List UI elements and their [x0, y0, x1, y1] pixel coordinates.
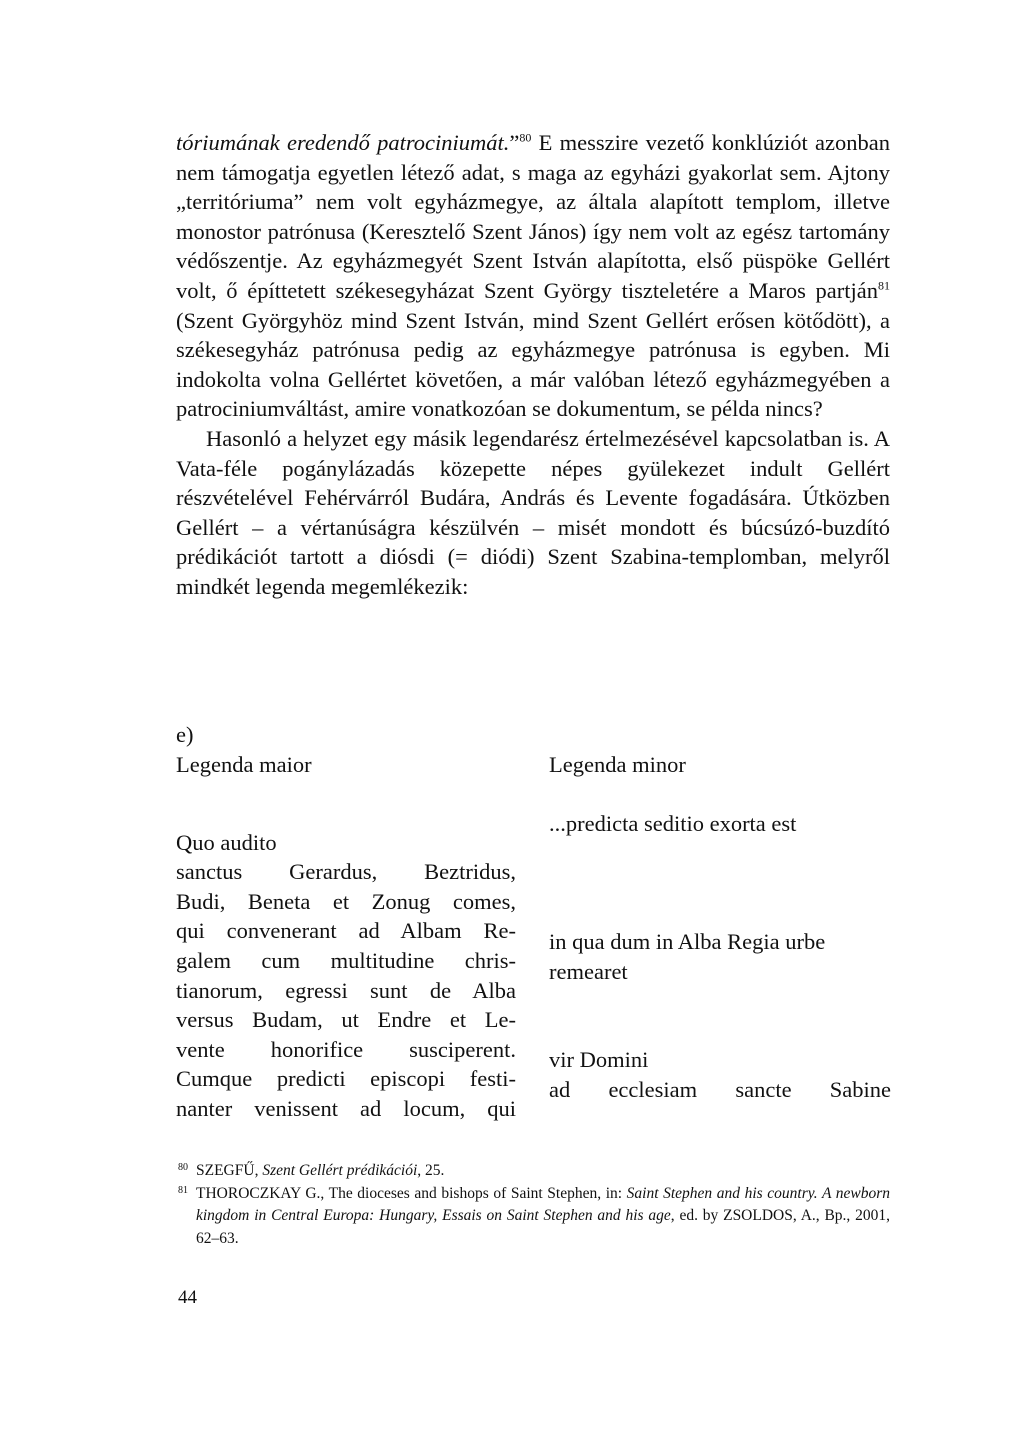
legenda-maior-heading: Legenda maior	[176, 752, 312, 777]
page-number: 44	[178, 1287, 197, 1308]
footnote-ref-80[interactable]: 80	[519, 130, 532, 145]
footnote-title: Szent Gellért prédikációi	[262, 1162, 418, 1179]
minor-block-2	[549, 927, 891, 986]
footnote-80	[176, 1160, 890, 1183]
footnote-ref-81[interactable]: 81	[878, 278, 890, 293]
minor-line: ad ecclesiam sancte Sabine	[549, 1076, 891, 1102]
footnote-rest: , ed. by ZSOLDOS, A., Bp., 2001, 62–63.	[196, 1207, 890, 1247]
maior-line: sanctus Gerardus, Beztridus,	[176, 859, 516, 885]
section-label: e)	[176, 722, 194, 747]
footnotes	[176, 1160, 890, 1250]
footnote-rest: , 25.	[417, 1162, 445, 1179]
maior-line: vente honorifice susciperent.	[176, 1036, 516, 1062]
maior-line: Budi, Beneta et Zonug comes,	[176, 888, 516, 914]
maior-line: Cumque predicti episcopi festi-	[176, 1066, 516, 1092]
minor-line: remearet	[549, 958, 628, 984]
maior-line: versus Budam, ut Endre et Le-	[176, 1007, 516, 1033]
paragraph-1-text: E messzire vezető konklúziót azonban nem támogatja egyetlen létező adat, s maga az egyházi gyakorlat sem. Ajtony „territóriuma” nem volt egyházmegye, az általa alapított templom, illetve monostor patrónusa (Keresztelő Szent János) így nem volt az egész tartomány védőszentje. Az egyházmegyét Szent István alapította, első püspöke Gellért volt, ő építtetett székesegyházat Szent György tiszteletére a Maros partján	[176, 130, 890, 303]
footnote-author: SZEGFŰ,	[196, 1162, 259, 1179]
footnote-number: 80	[178, 1162, 188, 1173]
minor-block-3	[549, 1045, 891, 1104]
quote-end: tóriumának eredendő patrociniumát.	[176, 130, 510, 155]
paragraph-1	[176, 128, 890, 424]
legenda-maior-text	[176, 828, 516, 1124]
footnote-81	[176, 1183, 890, 1251]
footnote-author: THOROCZKAY G., The dioceses and bishops of Saint Stephen, in:	[196, 1184, 627, 1202]
maior-line: Quo audito	[176, 829, 277, 855]
footnote-number: 81	[178, 1184, 188, 1196]
maior-line: tianorum, egressi sunt de Alba	[176, 977, 516, 1003]
footnote-title: Saint Stephen and his country. A newborn kingdom in Central Europa: Hungary, Essais on Saint Stephen and his age	[196, 1184, 890, 1224]
closing-quote: ”	[509, 130, 520, 155]
legenda-minor-column	[549, 750, 891, 1130]
maior-line: qui convenerant ad Albam Re-	[176, 918, 516, 944]
legenda-maior-column	[176, 750, 516, 1124]
main-text	[176, 128, 890, 602]
minor-block-1	[549, 809, 891, 839]
paragraph-1-text-cont: (Szent Györgyhöz mind Szent István, mind Szent Gellért erősen kötődött), a székesegyház patrónusa pedig az egyházmegye patrónusa is egyben. Mi indokolta volna Gellértet követően, a már valóban létező egyházmegyében a patrociniumváltást, amire vonatkozóan se dokumentum, se példa nincs?	[176, 307, 890, 422]
minor-line: ...predicta seditio exorta est	[549, 811, 797, 836]
minor-line: in qua dum in Alba Regia urbe	[549, 929, 826, 954]
paragraph-2: Hasonló a helyzet egy másik legendarész értelmezésével kapcsolatban is. A Vata-féle pogánylázadás közepette népes gyülekezet indult Gellért részvételével Fehérvárról Budára, András és Levente fogadására. Útközben Gellért – a vértanúságra készülvén – misét mondott és búcsúzó-buzdító prédikációt tartott a diósdi (= diódi) Szent Szabina-templomban, melyről mindkét legenda megemlékezik:	[176, 425, 890, 599]
maior-line: nanter venissent ad locum, qui	[176, 1095, 516, 1121]
maior-line: galem cum multitudine chris-	[176, 947, 516, 973]
legenda-minor-heading: Legenda minor	[549, 752, 686, 777]
minor-line: vir Domini	[549, 1047, 649, 1072]
